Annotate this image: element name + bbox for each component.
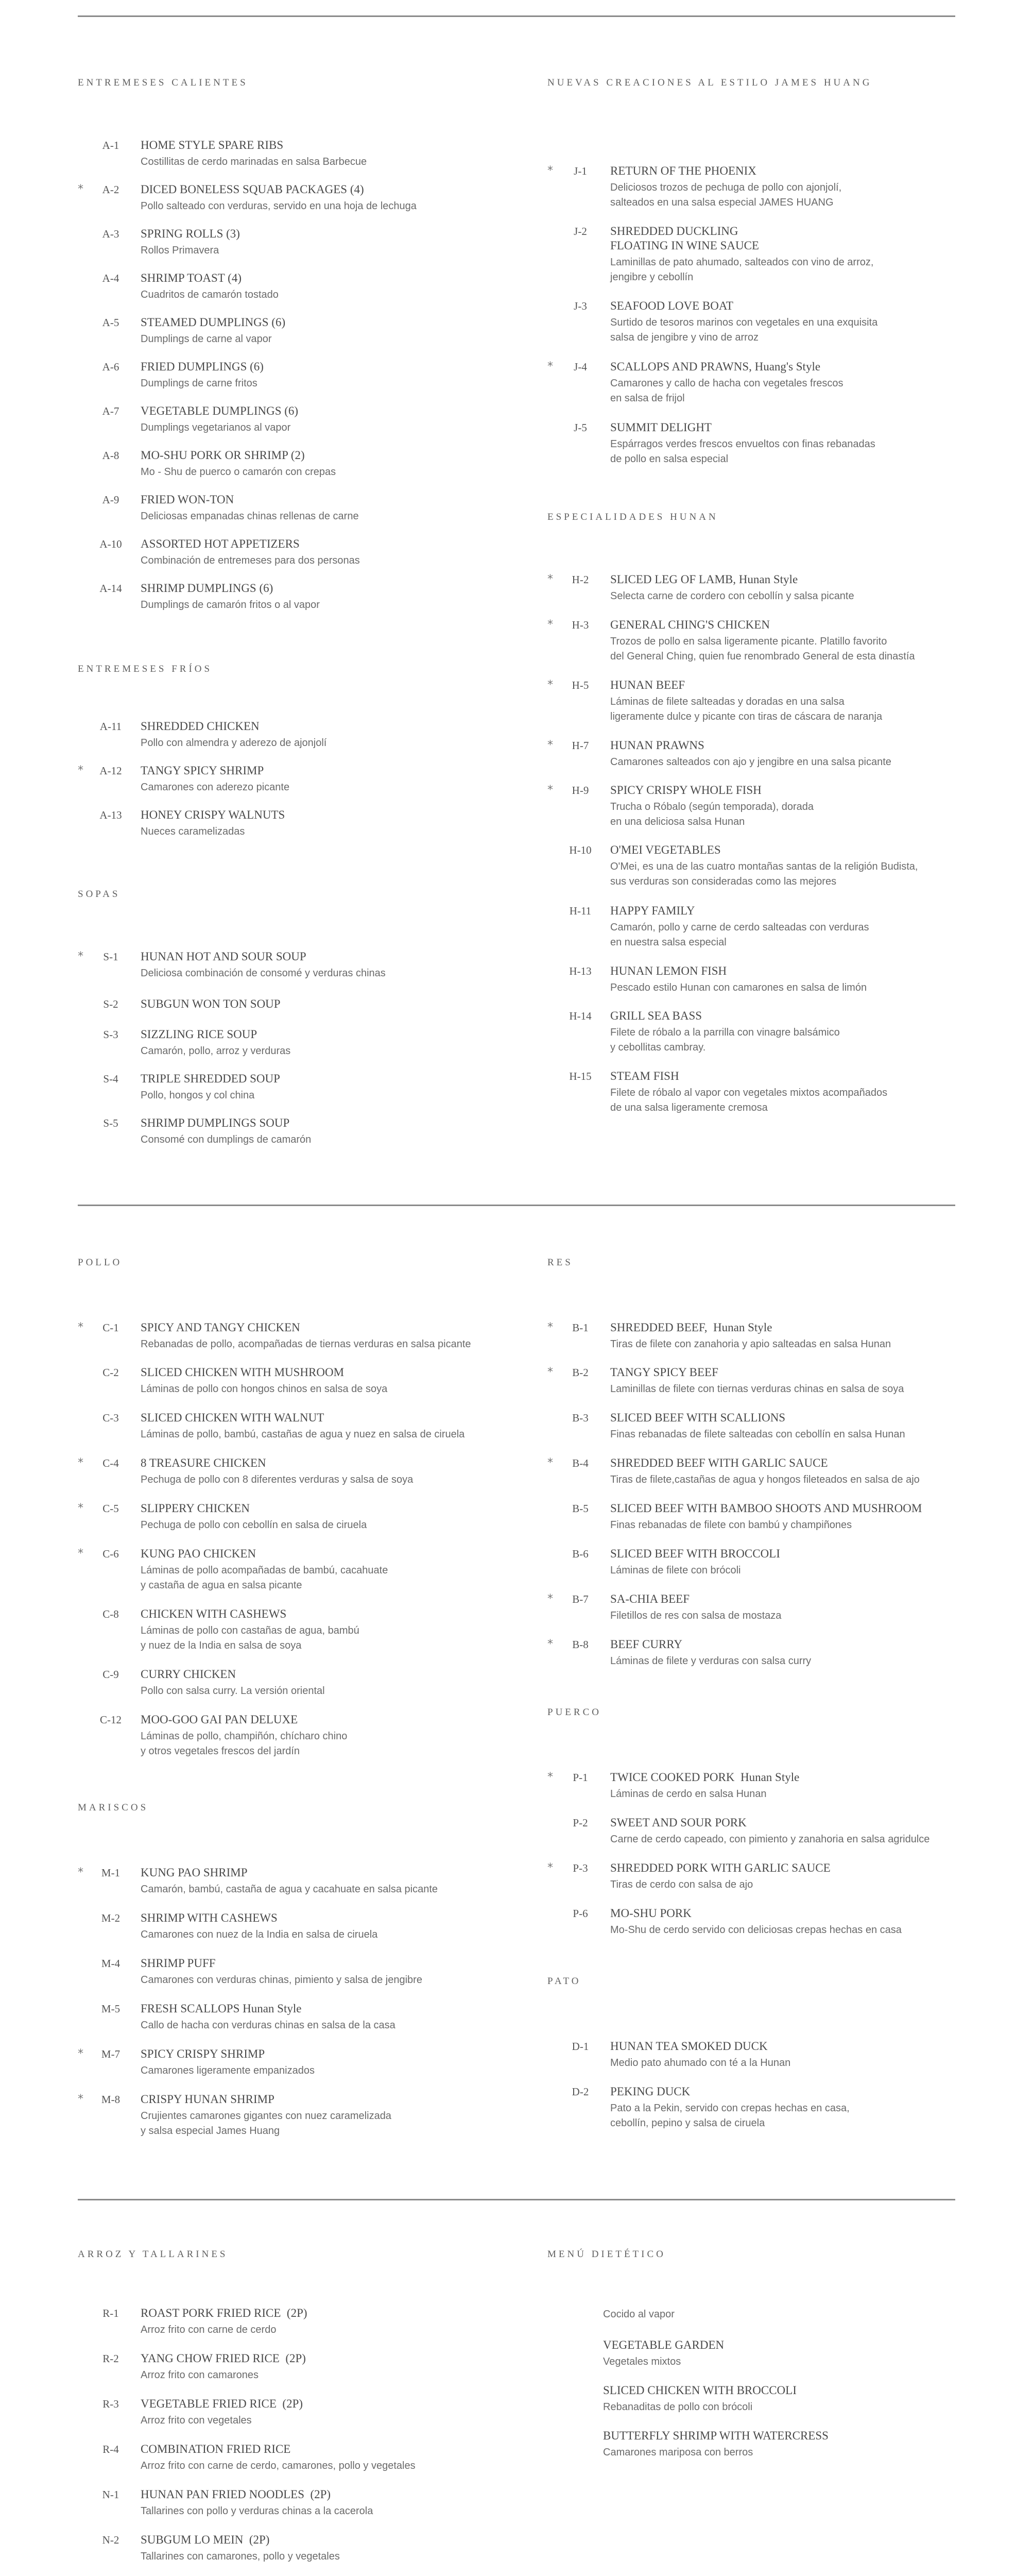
item-description: O'Mei, es una de las cuatro montañas santas de la religión Budista, sus verduras son consideradas como las mejores [610, 861, 918, 887]
item-name: FRIED DUMPLINGS (6) [141, 360, 264, 373]
item-name: HUNAN PAN FRIED NOODLES (2P) [141, 2488, 331, 2501]
item-code: R-2 [102, 2352, 119, 2365]
item-code: M-2 [101, 1912, 120, 1924]
item-code: P-2 [573, 1817, 588, 1829]
item-name: SPICY CRISPY WHOLE FISH [610, 784, 762, 796]
item-description: Láminas de pollo acompañadas de bambú, cacahuate y castaña de agua en salsa picante [141, 1565, 388, 1591]
item-description: Camarones salteados con ajo y jengibre en una salsa picante [610, 756, 891, 768]
section-title: PUERCO [547, 1707, 601, 1718]
item-name: SPICY CRISPY SHRIMP [141, 2047, 265, 2060]
item-name: ROAST PORK FRIED RICE (2P) [141, 2307, 307, 2319]
item-name: COMBINATION FRIED RICE [141, 2443, 291, 2455]
item-code: B-2 [572, 1366, 589, 1379]
item-description: Tallarines con pollo y verduras chinas a la cacerola [141, 2505, 373, 2517]
item-description: Callo de hacha con verduras chinas en salsa de la casa [141, 2020, 395, 2031]
spicy-star-icon: * [78, 1547, 83, 1560]
item-description: Tiras de filete con zanahoria y apio salteadas en salsa Hunan [610, 1338, 891, 1350]
item-description: Pechuga de pollo con 8 diferentes verduras y salsa de soya [141, 1474, 414, 1485]
item-description: Surtido de tesoros marinos con vegetales en una exquisita salsa de jengibre y vino de arroz [610, 317, 878, 343]
spicy-star-icon: * [547, 1321, 553, 1334]
spicy-star-icon: * [547, 1592, 553, 1605]
item-name: GRILL SEA BASS [610, 1009, 702, 1022]
item-name: SPRING ROLLS (3) [141, 227, 240, 240]
item-description: Crujientes camarones gigantes con nuez caramelizada y salsa especial James Huang [141, 2110, 391, 2137]
item-name: YANG CHOW FRIED RICE (2P) [141, 2352, 306, 2365]
item-description: Camarón, pollo y carne de cerdo salteadas con verduras en nuestra salsa especial [610, 922, 869, 948]
item-code: B-3 [572, 1412, 589, 1424]
item-name: SUMMIT DELIGHT [610, 421, 712, 434]
item-description: Camarones y callo de hacha con vegetales frescos en salsa de frijol [610, 378, 843, 404]
section-title: ARROZ Y TALLARINES [78, 2249, 228, 2260]
item-code: J-3 [574, 300, 587, 312]
item-code: C-6 [102, 1548, 119, 1560]
item-name: SUBGUM LO MEIN (2P) [141, 2533, 270, 2546]
item-name: SIZZLING RICE SOUP [141, 1028, 257, 1041]
item-code: A-2 [102, 183, 119, 196]
spicy-star-icon: * [78, 183, 83, 196]
item-name: RETURN OF THE PHOENIX [610, 164, 756, 177]
item-name: HOME STYLE SPARE RIBS [141, 139, 284, 151]
item-code: A-8 [102, 449, 119, 462]
spicy-star-icon: * [547, 784, 553, 796]
item-name: KUNG PAO SHRIMP [141, 1866, 248, 1879]
item-description: Trozos de pollo en salsa ligeramente picante. Platillo favorito del General Ching, quien fue renombrado General de esta dinastía [610, 636, 915, 662]
item-name: HUNAN LEMON FISH [610, 964, 727, 977]
item-name: SWEET AND SOUR PORK [610, 1816, 747, 1829]
item-code: S-4 [103, 1073, 118, 1085]
item-name: BEEF CURRY [610, 1638, 682, 1651]
item-description: Tiras de cerdo con salsa de ajo [610, 1879, 753, 1890]
spicy-star-icon: * [78, 950, 83, 963]
item-description: Tiras de filete,castañas de agua y hongos fileteados en salsa de ajo [610, 1474, 920, 1485]
item-description: Dumplings vegetarianos al vapor [141, 422, 291, 433]
item-code: A-5 [102, 316, 119, 329]
item-description: Mo - Shu de puerco o camarón con crepas [141, 466, 336, 478]
item-code: H-10 [569, 844, 592, 856]
item-description: Pato a la Pekin, servido con crepas hechas en casa, cebollín, pepino y salsa de ciruela [610, 2103, 850, 2129]
item-name: TANGY SPICY BEEF [610, 1366, 718, 1379]
item-code: B-6 [572, 1548, 589, 1560]
item-code: S-5 [103, 1117, 118, 1129]
item-name: DICED BONELESS SQUAB PACKAGES (4) [141, 183, 364, 196]
spicy-star-icon: * [547, 739, 553, 752]
item-code: S-1 [103, 951, 118, 963]
spicy-star-icon: * [547, 573, 553, 586]
item-name: MO-SHU PORK OR SHRIMP (2) [141, 449, 305, 462]
item-name: HUNAN TEA SMOKED DUCK [610, 2040, 768, 2053]
spicy-star-icon: * [547, 360, 553, 373]
spicy-star-icon: * [78, 1321, 83, 1334]
item-code: S-2 [103, 998, 118, 1010]
section-title: SOPAS [78, 889, 120, 900]
item-name: SEAFOOD LOVE BOAT [610, 299, 733, 312]
item-code: H-3 [572, 619, 589, 631]
divider-2 [78, 2199, 955, 2200]
item-description: Rollos Primavera [141, 245, 219, 256]
spicy-star-icon: * [78, 764, 83, 777]
item-code: J-4 [574, 361, 587, 373]
section-title: ENTREMESES CALIENTES [78, 77, 248, 88]
spicy-star-icon: * [547, 1638, 553, 1651]
item-name: SHRIMP DUMPLINGS (6) [141, 582, 273, 595]
item-code: C-1 [102, 1321, 119, 1334]
item-code: A-13 [99, 809, 122, 821]
item-code: M-8 [101, 2093, 120, 2106]
item-description: Arroz frito con carne de cerdo, camarones, pollo y vegetales [141, 2460, 416, 2471]
item-description: Cocido al vapor [603, 2309, 675, 2320]
item-code: P-1 [573, 1771, 588, 1784]
item-code: A-10 [99, 538, 122, 550]
spicy-star-icon: * [547, 1366, 553, 1379]
item-code: A-11 [99, 720, 122, 733]
item-description: Costillitas de cerdo marinadas en salsa Barbecue [141, 156, 367, 167]
item-name: SPICY AND TANGY CHICKEN [141, 1321, 300, 1334]
item-description: Camarón, bambú, castaña de agua y cacahuate en salsa picante [141, 1884, 438, 1895]
item-code: C-4 [102, 1457, 119, 1469]
section-title: MARISCOS [78, 1802, 149, 1813]
item-code: D-2 [572, 2086, 589, 2098]
spicy-star-icon: * [78, 2093, 83, 2106]
item-name: SHRIMP DUMPLINGS SOUP [141, 1116, 290, 1129]
item-description: Vegetales mixtos [603, 2356, 681, 2367]
item-name: VEGETABLE DUMPLINGS (6) [141, 404, 299, 417]
item-description: Medio pato ahumado con té a la Hunan [610, 2057, 791, 2069]
item-description: Láminas de pollo, champiñón, chícharo chino y otros vegetales frescos del jardín [141, 1731, 348, 1757]
item-description: Dumplings de camarón fritos o al vapor [141, 599, 320, 611]
item-description: Camarones mariposa con berros [603, 2447, 753, 2458]
item-description: Trucha o Róbalo (según temporada), dorada en una deliciosa salsa Hunan [610, 801, 814, 827]
item-description: Deliciosos trozos de pechuga de pollo con ajonjolí, salteados en una salsa especial JAMES HUANG [610, 182, 842, 208]
item-code: H-14 [569, 1010, 592, 1022]
section-title: ESPECIALIDADES HUNAN [547, 512, 718, 522]
item-name: O'MEI VEGETABLES [610, 843, 721, 856]
item-code: H-13 [569, 965, 592, 977]
item-description: Pollo salteado con verduras, servido en una hoja de lechuga [141, 200, 417, 212]
item-name: SHRIMP WITH CASHEWS [141, 1911, 278, 1924]
item-name: MO-SHU PORK [610, 1907, 692, 1920]
item-code: J-2 [574, 225, 587, 238]
item-description: Láminas de pollo con castañas de agua, bambú y nuez de la India en salsa de soya [141, 1625, 359, 1651]
item-name: SHREDDED BEEF, Hunan Style [610, 1321, 772, 1334]
spicy-star-icon: * [78, 1456, 83, 1469]
item-name: STEAMED DUMPLINGS (6) [141, 316, 286, 329]
item-description: Láminas de pollo, bambú, castañas de agua y nuez en salsa de ciruela [141, 1429, 465, 1440]
item-name: SLICED CHICKEN WITH BROCCOLI [603, 2384, 797, 2397]
item-name: TANGY SPICY SHRIMP [141, 764, 264, 777]
item-description: Láminas de cerdo en salsa Hunan [610, 1788, 767, 1800]
section-title: NUEVAS CREACIONES AL ESTILO JAMES HUANG [547, 77, 872, 88]
spicy-star-icon: * [547, 1456, 553, 1469]
item-code: M-7 [101, 2048, 120, 2060]
item-code: C-12 [100, 1714, 122, 1726]
item-description: Camarones con aderezo picante [141, 782, 290, 793]
item-code: P-6 [573, 1907, 588, 1920]
item-description: Selecta carne de cordero con cebollín y salsa picante [610, 590, 854, 602]
item-code: A-14 [99, 582, 122, 595]
item-description: Carne de cerdo capeado, con pimiento y zanahoria en salsa agridulce [610, 1834, 930, 1845]
item-description: Camarones con nuez de la India en salsa de ciruela [141, 1929, 378, 1940]
item-code: H-5 [572, 679, 589, 691]
item-code: C-3 [102, 1412, 119, 1424]
item-name: TRIPLE SHREDDED SOUP [141, 1072, 280, 1085]
item-description: Laminillas de pato ahumado, salteados con vino de arroz, jengibre y cebollín [610, 257, 874, 283]
item-name: HUNAN HOT AND SOUR SOUP [141, 950, 306, 963]
item-description: Camarón, pollo, arroz y verduras [141, 1045, 291, 1057]
item-description: Dumplings de carne al vapor [141, 333, 272, 345]
item-code: B-5 [572, 1502, 589, 1515]
item-description: Pechuga de pollo con cebollín en salsa de ciruela [141, 1519, 367, 1531]
item-code: J-5 [574, 421, 587, 434]
item-name: SLICED LEG OF LAMB, Hunan Style [610, 573, 798, 586]
spicy-star-icon: * [78, 1502, 83, 1515]
item-description: Finas rebanadas de filete con bambú y champiñones [610, 1519, 852, 1531]
item-description: Pollo con salsa curry. La versión oriental [141, 1685, 325, 1697]
section-title: RES [547, 1257, 573, 1268]
top-divider [78, 15, 955, 17]
item-name: SLICED CHICKEN WITH WALNUT [141, 1411, 324, 1424]
item-name: SHREDDED CHICKEN [141, 720, 260, 733]
item-code: N-1 [102, 2488, 119, 2501]
item-description: Láminas de filete y verduras con salsa curry [610, 1655, 812, 1667]
item-code: B-8 [572, 1638, 589, 1651]
item-code: B-4 [572, 1457, 589, 1469]
item-code: C-9 [102, 1668, 119, 1681]
item-name: CRISPY HUNAN SHRIMP [141, 2093, 274, 2106]
item-name: SA-CHIA BEEF [610, 1592, 690, 1605]
item-name: SHREDDED PORK WITH GARLIC SAUCE [610, 1861, 831, 1874]
item-description: Rebanadas de pollo, acompañadas de tiernas verduras en salsa picante [141, 1338, 471, 1350]
item-description: Láminas de filete con brócoli [610, 1565, 741, 1576]
item-name: MOO-GOO GAI PAN DELUXE [141, 1713, 298, 1726]
item-description: Rebanaditas de pollo con brócoli [603, 2401, 753, 2413]
item-name: FRESH SCALLOPS Hunan Style [141, 2002, 302, 2015]
item-name: ASSORTED HOT APPETIZERS [141, 537, 300, 550]
item-code: H-15 [569, 1070, 592, 1082]
item-code: R-4 [102, 2443, 119, 2455]
item-code: A-3 [102, 228, 119, 240]
item-name: SHREDDED DUCKLING FLOATING IN WINE SAUCE [610, 225, 759, 252]
spicy-star-icon: * [547, 679, 553, 691]
item-name: HUNAN BEEF [610, 679, 685, 691]
section-title: MENÚ DIETÉTICO [547, 2249, 666, 2260]
item-name: SLIPPERY CHICKEN [141, 1502, 250, 1515]
section-title: PATO [547, 1976, 581, 1987]
item-code: C-8 [102, 1608, 119, 1620]
item-description: Nueces caramelizadas [141, 826, 245, 837]
item-name: SLICED BEEF WITH BAMBOO SHOOTS AND MUSHROOM [610, 1502, 922, 1515]
item-description: Arroz frito con vegetales [141, 2415, 252, 2426]
item-description: Deliciosas empanadas chinas rellenas de carne [141, 511, 359, 522]
item-name: PEKING DUCK [610, 2085, 691, 2098]
item-code: R-3 [102, 2398, 119, 2410]
spicy-star-icon: * [547, 1771, 553, 1784]
item-name: TWICE COOKED PORK Hunan Style [610, 1771, 800, 1784]
item-description: Camarones con verduras chinas, pimiento y salsa de jengibre [141, 1974, 422, 1986]
item-code: A-6 [102, 361, 119, 373]
item-name: SCALLOPS AND PRAWNS, Huang's Style [610, 360, 821, 373]
item-description: Consomé con dumplings de camarón [141, 1134, 312, 1145]
item-description: Láminas de filete salteadas y doradas en una salsa ligeramente dulce y picante con tiras de cáscara de naranja [610, 696, 883, 722]
item-description: Pollo, hongos y col china [141, 1090, 255, 1101]
item-code: H-11 [569, 905, 592, 917]
item-code: R-1 [102, 2307, 119, 2319]
item-name: 8 TREASURE CHICKEN [141, 1456, 266, 1469]
item-name: HUNAN PRAWNS [610, 739, 704, 752]
section-title: ENTREMESES FRÍOS [78, 664, 213, 674]
item-code: D-1 [572, 2040, 589, 2053]
item-name: KUNG PAO CHICKEN [141, 1547, 256, 1560]
spicy-star-icon: * [547, 618, 553, 631]
item-code: A-4 [102, 272, 119, 284]
item-name: VEGETABLE FRIED RICE (2P) [141, 2397, 303, 2410]
divider-1 [78, 1205, 955, 1206]
item-code: S-3 [103, 1028, 118, 1041]
item-name: SLICED BEEF WITH BROCCOLI [610, 1547, 780, 1560]
item-description: Láminas de pollo con hongos chinos en salsa de soya [141, 1383, 388, 1395]
item-description: Laminillas de filete con tiernas verduras chinas en salsa de soya [610, 1383, 904, 1395]
item-code: M-5 [101, 2003, 120, 2015]
item-name: VEGETABLE GARDEN [603, 2338, 725, 2351]
item-description: Arroz frito con carne de cerdo [141, 2324, 277, 2335]
item-description: Cuadritos de camarón tostado [141, 289, 279, 300]
item-code: C-5 [102, 1502, 119, 1515]
item-name: SLICED CHICKEN WITH MUSHROOM [141, 1366, 345, 1379]
spicy-star-icon: * [547, 1861, 553, 1874]
spicy-star-icon: * [78, 2047, 83, 2060]
section-title: POLLO [78, 1257, 123, 1268]
spicy-star-icon: * [547, 164, 553, 177]
item-name: SLICED BEEF WITH SCALLIONS [610, 1411, 786, 1424]
item-name: FRIED WON-TON [141, 493, 234, 506]
item-name: GENERAL CHING'S CHICKEN [610, 618, 770, 631]
item-name: STEAM FISH [610, 1070, 679, 1082]
item-code: M-1 [101, 1867, 120, 1879]
item-name: BUTTERFLY SHRIMP WITH WATERCRESS [603, 2429, 829, 2442]
item-description: Pollo con almendra y aderezo de ajonjolí [141, 737, 327, 749]
item-code: A-7 [102, 405, 119, 417]
item-code: C-2 [102, 1366, 119, 1379]
item-description: Arroz frito con camarones [141, 2369, 259, 2381]
item-code: H-9 [572, 784, 589, 796]
spicy-star-icon: * [78, 1866, 83, 1879]
item-description: Tallarines con camarones, pollo y vegetales [141, 2551, 340, 2562]
item-description: Dumplings de carne fritos [141, 378, 257, 389]
item-description: Filetillos de res con salsa de mostaza [610, 1610, 782, 1621]
item-name: SHRIMP TOAST (4) [141, 272, 242, 284]
item-name: CHICKEN WITH CASHEWS [141, 1607, 287, 1620]
item-name: HAPPY FAMILY [610, 904, 695, 917]
item-name: SHREDDED BEEF WITH GARLIC SAUCE [610, 1456, 828, 1469]
item-code: H-2 [572, 573, 589, 586]
item-description: Pescado estilo Hunan con camarones en salsa de limón [610, 982, 867, 993]
item-name: SHRIMP PUFF [141, 1957, 216, 1970]
item-description: Camarones ligeramente empanizados [141, 2065, 315, 2076]
item-description: Deliciosa combinación de consomé y verduras chinas [141, 968, 386, 979]
item-code: H-7 [572, 739, 589, 752]
item-code: A-12 [99, 765, 122, 777]
item-code: A-1 [102, 139, 119, 151]
item-name: HONEY CRISPY WALNUTS [141, 808, 285, 821]
item-code: M-4 [101, 1957, 120, 1970]
item-name: SUBGUN WON TON SOUP [141, 997, 281, 1010]
item-description: Combinación de entremeses para dos personas [141, 555, 360, 566]
item-code: B-7 [572, 1593, 589, 1605]
item-description: Filete de róbalo a la parrilla con vinagre balsámico y cebollitas cambray. [610, 1027, 840, 1053]
item-description: Espárragos verdes frescos envueltos con finas rebanadas de pollo en salsa especial [610, 438, 875, 465]
item-code: J-1 [574, 165, 587, 177]
item-code: P-3 [573, 1862, 588, 1874]
item-description: Mo-Shu de cerdo servido con deliciosas crepas hechas en casa [610, 1924, 902, 1936]
item-description: Finas rebanadas de filete salteadas con cebollín en salsa Hunan [610, 1429, 905, 1440]
item-code: B-1 [572, 1321, 589, 1334]
item-name: CURRY CHICKEN [141, 1668, 236, 1681]
item-code: N-2 [102, 2534, 119, 2546]
item-code: A-9 [102, 494, 119, 506]
item-description: Filete de róbalo al vapor con vegetales mixtos acompañados de una salsa ligeramente cremosa [610, 1087, 888, 1113]
